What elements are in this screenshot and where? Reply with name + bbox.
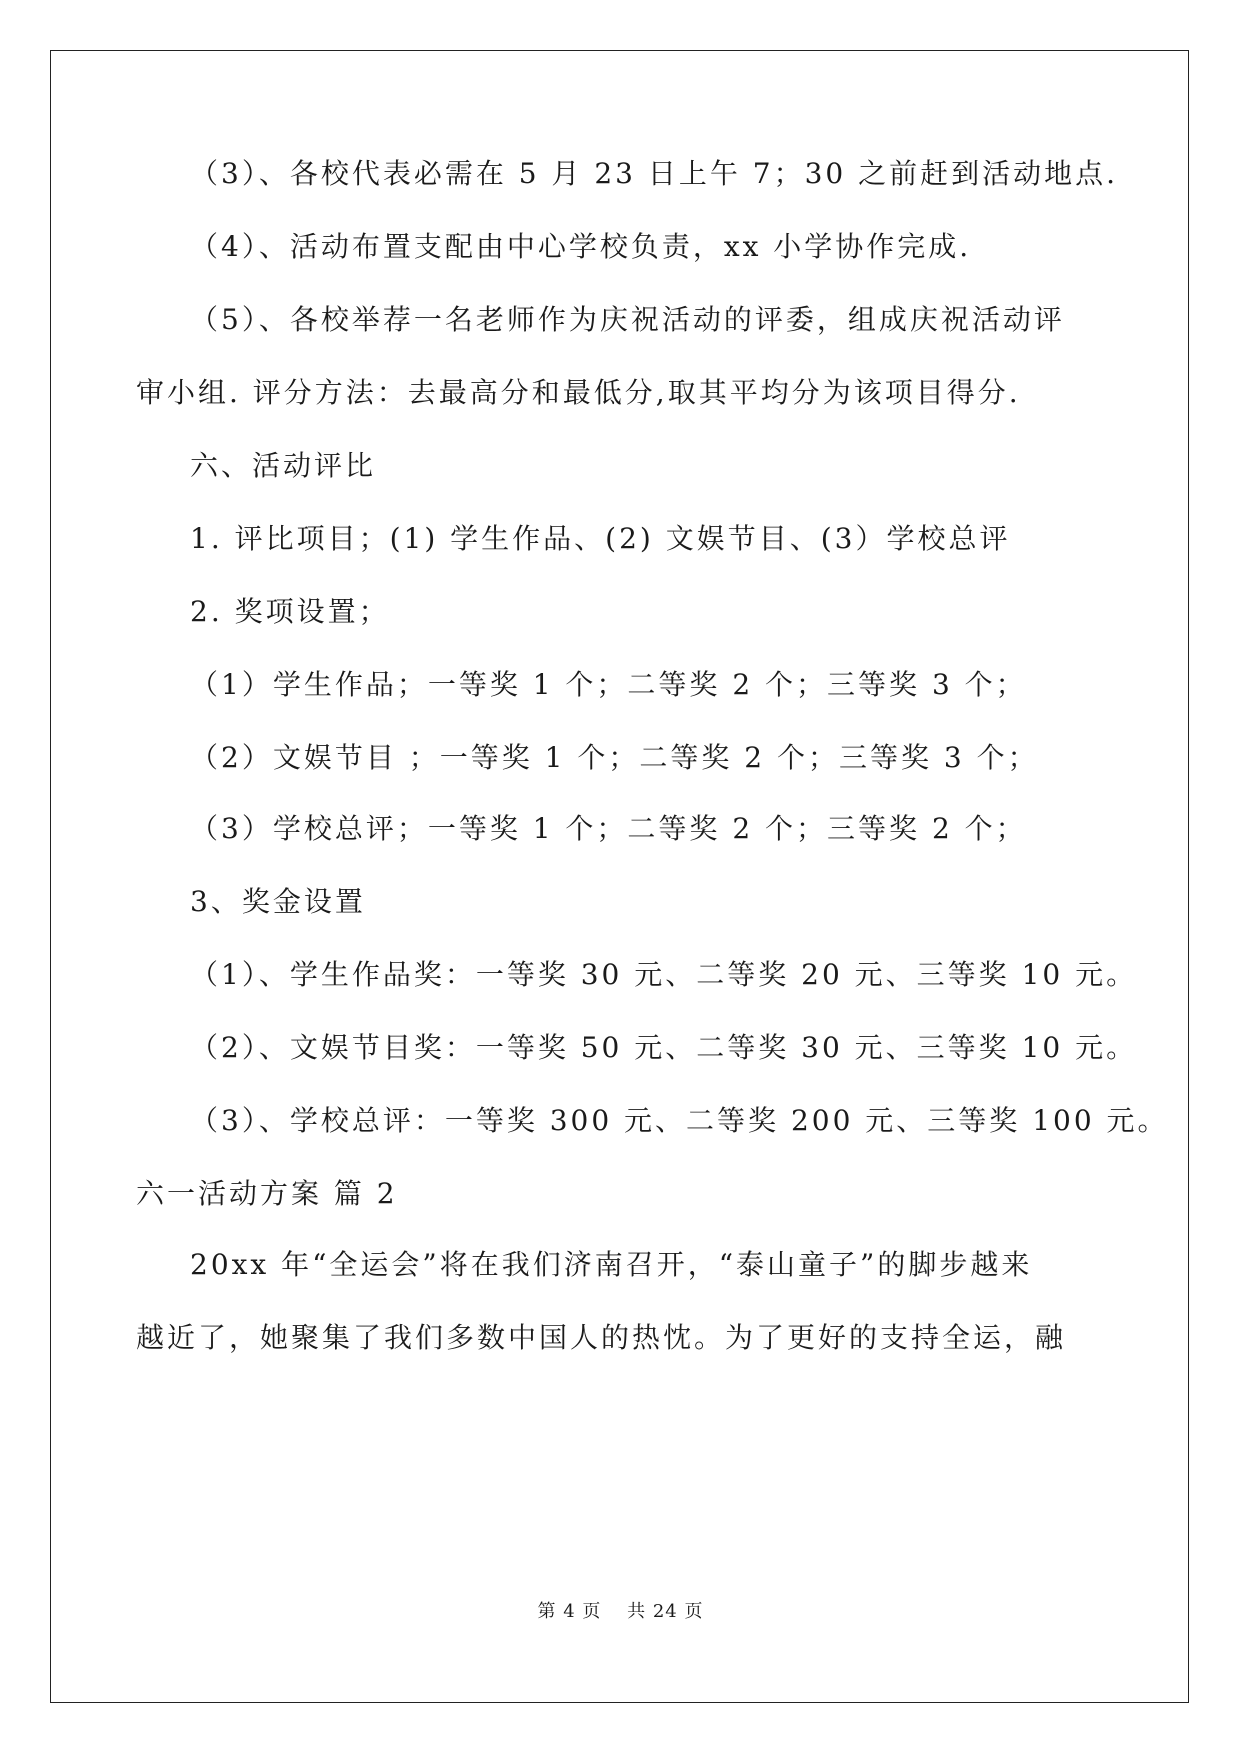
paragraph-line: （2）、文娱节目奖：一等奖 50 元、二等奖 30 元、三等奖 10 元。 xyxy=(190,1031,1138,1064)
paragraph-line: 审小组. 评分方法：去最高分和最低分,取其平均分为该项目得分. xyxy=(136,376,1021,409)
page-number-footer: 第 4 页 共 24 页 xyxy=(537,1601,704,1622)
paragraph-line: （1）、学生作品奖：一等奖 30 元、二等奖 20 元、三等奖 10 元。 xyxy=(190,958,1138,991)
paragraph-line: 1. 评比项目；(1) 学生作品、(2) 文娱节目、(3）学校总评 xyxy=(190,522,1011,555)
section-heading: 六、活动评比 xyxy=(190,449,377,482)
paragraph-line: （3）学校总评；一等奖 1 个；二等奖 2 个；三等奖 2 个； xyxy=(190,812,1027,845)
paragraph-line: 2. 奖项设置； xyxy=(190,595,390,628)
section-heading: 3、奖金设置 xyxy=(190,885,366,918)
page-border xyxy=(50,50,1189,1703)
paragraph-line: （2）文娱节目 ；一等奖 1 个；二等奖 2 个；三等奖 3 个； xyxy=(190,741,1039,774)
article-title: 六一活动方案 篇 2 xyxy=(136,1177,398,1210)
paragraph-line: （5）、各校举荐一名老师作为庆祝活动的评委，组成庆祝活动评 xyxy=(190,303,1065,336)
paragraph-line: 越近了，她聚集了我们多数中国人的热忱。为了更好的支持全运，融 xyxy=(136,1321,1067,1354)
paragraph-line: （4）、活动布置支配由中心学校负责，xx 小学协作完成. xyxy=(190,230,972,263)
paragraph-line: （3）、各校代表必需在 5 月 23 日上午 7；30 之前赶到活动地点. xyxy=(190,157,1119,190)
paragraph-line: （3）、学校总评：一等奖 300 元、二等奖 200 元、三等奖 100 元。 xyxy=(190,1104,1169,1137)
paragraph-line: （1）学生作品；一等奖 1 个；二等奖 2 个；三等奖 3 个； xyxy=(190,668,1027,701)
paragraph-line: 20xx 年“全运会”将在我们济南召开，“泰山童子”的脚步越来 xyxy=(190,1248,1033,1281)
